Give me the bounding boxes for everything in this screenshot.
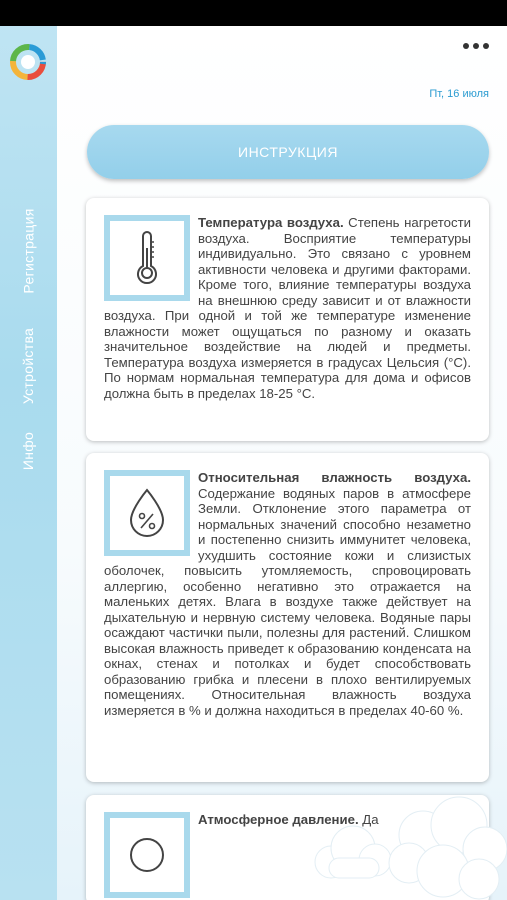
card-icon-frame	[104, 215, 190, 301]
card-title: Атмосферное давление.	[198, 812, 359, 827]
info-card-humidity	[86, 453, 489, 782]
card-title: Температура воздуха.	[198, 215, 344, 230]
app-screen	[0, 26, 507, 900]
sidebar-item-label: Регистрация	[20, 208, 37, 294]
cloud-decoration-right	[383, 791, 507, 900]
sidebar	[0, 26, 57, 900]
pressure-icon	[127, 835, 167, 875]
humidity-drop-icon	[125, 487, 169, 539]
main-content	[57, 26, 507, 900]
info-card-temperature	[86, 198, 489, 441]
date-label: Пт, 16 июля	[429, 88, 489, 100]
card-body: Содержание водяных паров в атмосфере Земли. Отклонение этого параметра от нормальных значений способно незаметно и постепенно снизить иммунитет человека, ухудшить состояние кожи и слизистых оболочек, повысить утомляемость, спровоцировать аллергию, особенно негативно это отражается на маленьких детях. Влага в воздухе также действует на дыхательную и нервную систему человека. Водяные пары осаждают частички пыли, полезны для растений. Слишком высокая влажность приведет к образованию конденсата на окнах, стенах и потолках и будет способствовать образованию грибка и плесени в плохо вентилируемых помещениях. Относительная влажность воздуха измеряется в % и должна находиться в пределах 40-60 %.	[104, 485, 471, 718]
card-icon-frame	[104, 812, 190, 898]
more-dots-icon[interactable]	[463, 43, 489, 49]
card-title: Относительная влажность воздуха.	[198, 470, 471, 485]
card-body: Степень нагретости воздуха. Восприятие температуры индивидуально. Это связано с уровнем активности человека и другими факторами. Кроме того, влияние температуры воздуха на внешнюю среду зависит и от влажности воздуха. При одной и той же температуре изменение влажности может ощущаться по разному и оказать значительное воздействие на людей и предметы. Температура воздуха измеряется в градусах Цельсия (°С). По нормам нормальная температура для дома и офисов должна быть в пределах 18-25 °С.	[104, 215, 471, 401]
sidebar-item-label: Устройства	[20, 327, 37, 405]
sidebar-item-devices[interactable]	[0, 311, 57, 421]
thermometer-icon	[127, 230, 167, 286]
instruction-button[interactable]: ИНСТРУКЦИЯ	[87, 125, 489, 179]
card-icon-frame	[104, 470, 190, 556]
status-bar	[0, 0, 507, 26]
card-body: Да	[358, 812, 379, 827]
sidebar-item-registration[interactable]	[0, 176, 57, 326]
sidebar-item-label: Инфо	[20, 431, 37, 471]
sidebar-item-info[interactable]	[0, 421, 57, 481]
app-logo	[8, 42, 48, 82]
